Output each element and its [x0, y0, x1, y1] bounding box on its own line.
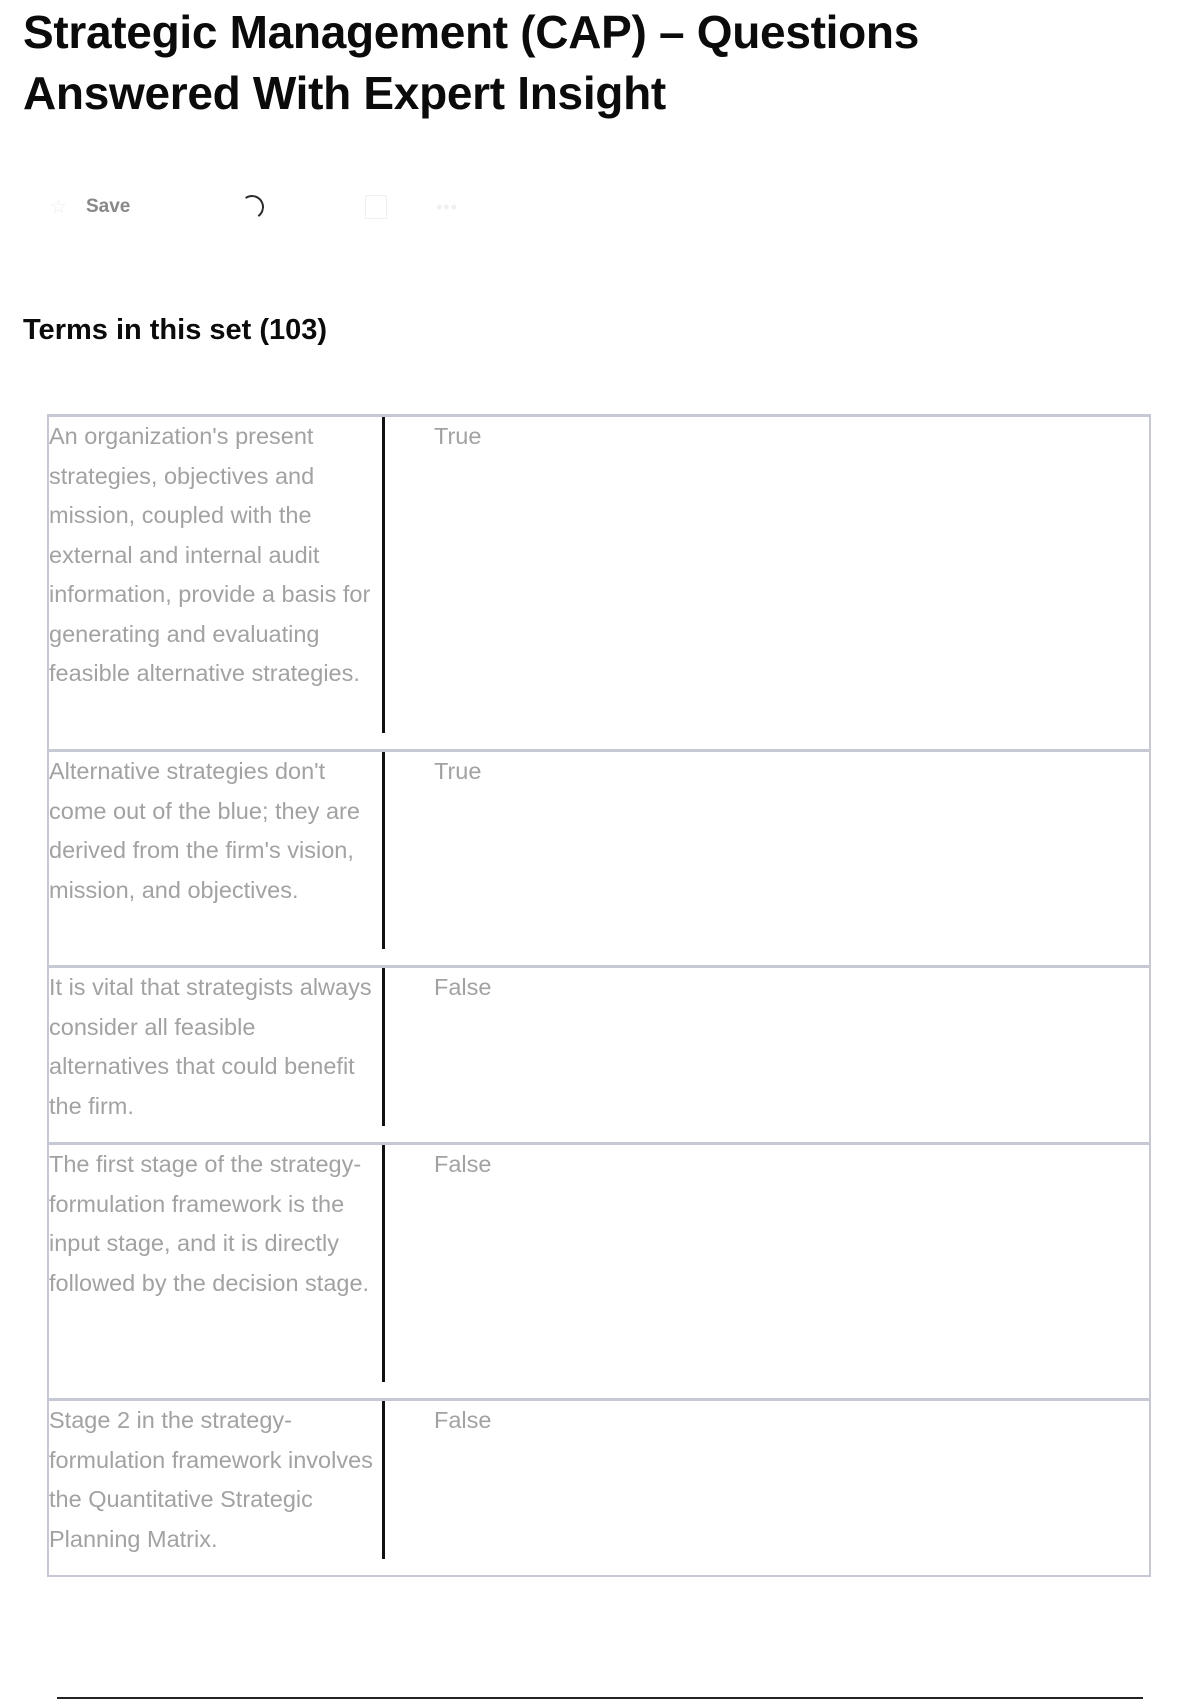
definition-text: True: [434, 758, 482, 784]
term-text: Stage 2 in the strategy-formulation framework involves the Quantitative Strategic Planning Matrix.: [49, 1407, 373, 1552]
page-title: Strategic Management (CAP) – Questions Answered With Expert Insight: [23, 6, 919, 119]
term-row[interactable]: [49, 1398, 1149, 1575]
more-icon: •••: [436, 196, 458, 217]
more-button[interactable]: [436, 190, 458, 224]
star-icon: ☆: [50, 196, 68, 218]
save-label: Save: [86, 196, 131, 217]
terms-table: [47, 414, 1151, 1577]
term-row[interactable]: [49, 965, 1149, 1142]
definition-text: False: [434, 1151, 492, 1177]
term-text: Alternative strategies don't come out of the blue; they are derived from the firm's vision, mission, and objectives.: [49, 758, 360, 903]
term-text: It is vital that strategists always consider all feasible alternatives that could benefit the firm.: [49, 974, 372, 1119]
terms-heading: Terms in this set (103): [23, 314, 328, 346]
term-text: An organization's present strategies, objectives and mission, coupled with the external and internal audit information, provide a basis for generating and evaluating feasible alternative strategies.: [49, 423, 371, 686]
loading-spinner-icon: [238, 193, 266, 221]
term-text: The first stage of the strategy-formulation framework is the input stage, and it is directly followed by the decision stage.: [49, 1151, 370, 1296]
definition-text: True: [434, 423, 482, 449]
bottom-divider: [57, 1697, 1143, 1699]
definition-text: False: [434, 1407, 492, 1433]
loading-spinner: [240, 190, 264, 224]
toolbar: [50, 190, 500, 224]
term-row[interactable]: [49, 749, 1149, 965]
share-button[interactable]: [365, 190, 387, 224]
term-row[interactable]: [49, 414, 1149, 749]
term-row[interactable]: [49, 1142, 1149, 1398]
share-icon: [365, 195, 387, 219]
save-button[interactable]: [50, 190, 130, 224]
definition-text: False: [434, 974, 492, 1000]
